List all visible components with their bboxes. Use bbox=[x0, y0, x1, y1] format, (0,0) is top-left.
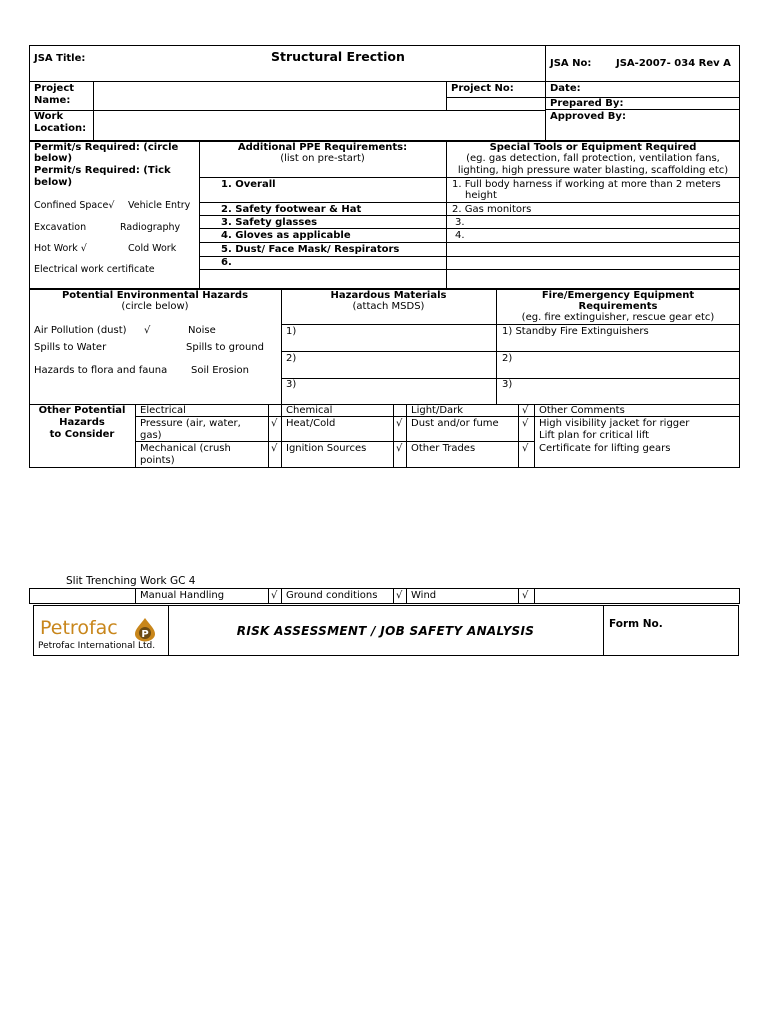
hazard-manual-handling: Manual Handling bbox=[140, 590, 225, 601]
divider bbox=[518, 588, 519, 604]
fire-row: 2) bbox=[502, 353, 513, 364]
permits-heading: Permit/s Required: (Tick bbox=[34, 165, 171, 176]
hazmat-row: 1) bbox=[286, 326, 297, 337]
environmental-subheading: (circle below) bbox=[121, 301, 189, 312]
env-air-tick: √ bbox=[144, 325, 151, 336]
divider bbox=[534, 588, 535, 604]
hazard-ignition: Ignition Sources bbox=[286, 443, 367, 454]
divider bbox=[393, 588, 394, 604]
hazmat-row: 3) bbox=[286, 379, 297, 390]
tools-item: height bbox=[465, 190, 497, 201]
ppe-item: 3. Safety glasses bbox=[221, 217, 318, 228]
hazard-pressure: gas) bbox=[140, 430, 162, 441]
jsa-title-label: JSA Title: bbox=[34, 53, 86, 64]
permit-excavation: Excavation bbox=[34, 222, 87, 233]
divider bbox=[135, 416, 740, 417]
fire-heading: Fire/Emergency Equipment bbox=[541, 290, 695, 301]
divider bbox=[268, 404, 269, 468]
fire-heading: Requirements bbox=[578, 301, 658, 312]
hazmat-row: 2) bbox=[286, 353, 297, 364]
divider bbox=[603, 605, 604, 656]
divider bbox=[545, 45, 546, 141]
divider bbox=[518, 404, 519, 468]
permits-heading: Permit/s Required: (circle bbox=[34, 142, 179, 153]
work-location-label: Location: bbox=[34, 123, 87, 134]
tools-item: 1. Full body harness if working at more than 2 meters bbox=[452, 179, 721, 190]
divider bbox=[199, 269, 740, 270]
divider bbox=[29, 81, 740, 82]
divider bbox=[29, 110, 546, 111]
divider bbox=[545, 109, 740, 110]
ppe-item: 2. Safety footwear & Hat bbox=[221, 204, 362, 215]
divider bbox=[446, 81, 447, 111]
permit-radiography: Radiography bbox=[120, 222, 181, 233]
divider bbox=[281, 404, 282, 468]
jsa-no-value: JSA-2007- 034 Rev A bbox=[616, 58, 731, 69]
hazard-chemical: Chemical bbox=[286, 405, 333, 416]
jsa-title-value: Structural Erection bbox=[271, 49, 405, 64]
permits-heading: below) bbox=[34, 177, 73, 188]
divider bbox=[534, 404, 535, 468]
ppe-subheading: (list on pre-start) bbox=[280, 153, 365, 164]
hazard-electrical: Electrical bbox=[140, 405, 186, 416]
divider bbox=[199, 256, 740, 257]
divider bbox=[199, 215, 740, 216]
check-mark: √ bbox=[396, 418, 403, 429]
divider bbox=[281, 351, 740, 352]
divider bbox=[135, 441, 535, 442]
hazard-dust-fume: Dust and/or fume bbox=[411, 418, 499, 429]
project-no-label: Project No: bbox=[451, 83, 514, 94]
fire-subheading: (eg. fire extinguisher, rescue gear etc) bbox=[521, 312, 715, 323]
env-spills-water: Spills to Water bbox=[34, 342, 107, 353]
divider bbox=[393, 404, 394, 468]
divider bbox=[199, 242, 740, 243]
hazard-light-dark: Light/Dark bbox=[411, 405, 464, 416]
ppe-item: 1. Overall bbox=[221, 179, 276, 190]
tools-heading: Special Tools or Equipment Required bbox=[489, 142, 697, 153]
check-mark: √ bbox=[271, 590, 278, 601]
other-comment: Certificate for lifting gears bbox=[539, 443, 671, 454]
tools-item: 4. bbox=[455, 230, 465, 241]
permit-vehicle-entry: Vehicle Entry bbox=[128, 200, 191, 211]
other-hazards-heading: Hazards bbox=[59, 417, 105, 428]
env-spills-ground: Spills to ground bbox=[186, 342, 265, 353]
divider bbox=[135, 404, 136, 468]
divider bbox=[268, 588, 269, 604]
svg-text:P: P bbox=[141, 629, 149, 640]
divider bbox=[199, 228, 740, 229]
ppe-item: 4. Gloves as applicable bbox=[221, 230, 351, 241]
check-mark: √ bbox=[271, 418, 278, 429]
ppe-item: 5. Dust/ Face Mask/ Respirators bbox=[221, 244, 400, 255]
hazard-heat-cold: Heat/Cold bbox=[286, 418, 336, 429]
tools-subheading: lighting, high pressure water blasting, scaffolding etc) bbox=[457, 165, 729, 176]
work-location-label: Work bbox=[34, 111, 64, 122]
permit-confined-space: Confined Space√ bbox=[34, 200, 115, 211]
divider bbox=[135, 588, 136, 604]
divider bbox=[199, 202, 740, 203]
approved-by-label: Approved By: bbox=[550, 111, 626, 122]
hazard-wind: Wind bbox=[411, 590, 437, 601]
hazmat-subheading: (attach MSDS) bbox=[352, 301, 425, 312]
tools-item: 3. bbox=[455, 217, 465, 228]
hazard-pressure: Pressure (air, water, bbox=[140, 418, 241, 429]
hazmat-heading: Hazardous Materials bbox=[330, 290, 447, 301]
other-comment: Lift plan for critical lift bbox=[539, 430, 649, 441]
env-flora-fauna: Hazards to flora and fauna bbox=[34, 365, 168, 376]
permit-electrical-cert: Electrical work certificate bbox=[34, 264, 155, 275]
other-hazards-heading: to Consider bbox=[49, 429, 115, 440]
other-comments-label: Other Comments bbox=[539, 405, 625, 416]
hazard-ground-conditions: Ground conditions bbox=[286, 590, 378, 601]
check-mark: √ bbox=[396, 443, 403, 454]
other-hazards-heading: Other Potential bbox=[38, 405, 126, 416]
divider bbox=[406, 588, 407, 604]
divider bbox=[199, 177, 740, 178]
permits-heading: below) bbox=[34, 153, 73, 164]
env-soil-erosion: Soil Erosion bbox=[191, 365, 249, 376]
hazard-mechanical: points) bbox=[140, 455, 175, 466]
divider bbox=[281, 324, 740, 325]
permit-cold-work: Cold Work bbox=[128, 243, 177, 254]
check-mark: √ bbox=[271, 443, 278, 454]
other-comment: High visibility jacket for rigger bbox=[539, 418, 690, 429]
slit-trenching-label: Slit Trenching Work GC 4 bbox=[66, 575, 196, 587]
company-name: Petrofac International Ltd. bbox=[38, 641, 156, 651]
check-mark: √ bbox=[522, 443, 529, 454]
petrofac-logo bbox=[40, 617, 160, 643]
check-mark: √ bbox=[522, 418, 529, 429]
project-name-label: Name: bbox=[34, 95, 71, 106]
date-label: Date: bbox=[550, 83, 581, 94]
hazard-mechanical: Mechanical (crush bbox=[140, 443, 231, 454]
form-no-label: Form No. bbox=[609, 618, 663, 630]
check-mark: √ bbox=[396, 590, 403, 601]
fire-row: 3) bbox=[502, 379, 513, 390]
prepared-by-label: Prepared By: bbox=[550, 98, 624, 109]
tools-item: 2. Gas monitors bbox=[452, 204, 532, 215]
hazard-other-trades: Other Trades bbox=[411, 443, 476, 454]
ppe-item: 6. bbox=[221, 257, 232, 268]
divider bbox=[281, 588, 282, 604]
form-title: RISK ASSESSMENT / JOB SAFETY ANALYSIS bbox=[236, 624, 535, 638]
project-name-label: Project bbox=[34, 83, 75, 94]
tools-subheading: (eg. gas detection, fall protection, ventilation fans, bbox=[466, 153, 720, 164]
environmental-heading: Potential Environmental Hazards bbox=[61, 290, 249, 301]
check-mark: √ bbox=[522, 590, 529, 601]
env-air-pollution: Air Pollution (dust) bbox=[34, 325, 127, 336]
env-noise: Noise bbox=[188, 325, 216, 336]
permit-hot-work: Hot Work √ bbox=[34, 243, 87, 254]
divider bbox=[406, 404, 407, 468]
drop-icon bbox=[132, 616, 158, 642]
ppe-heading: Additional PPE Requirements: bbox=[237, 142, 408, 153]
logo-wordmark: Petrofac bbox=[40, 617, 118, 639]
jsa-no-label: JSA No: bbox=[550, 58, 592, 69]
divider bbox=[93, 81, 94, 141]
check-mark: √ bbox=[522, 405, 529, 416]
fire-row: 1) Standby Fire Extinguishers bbox=[502, 326, 649, 337]
